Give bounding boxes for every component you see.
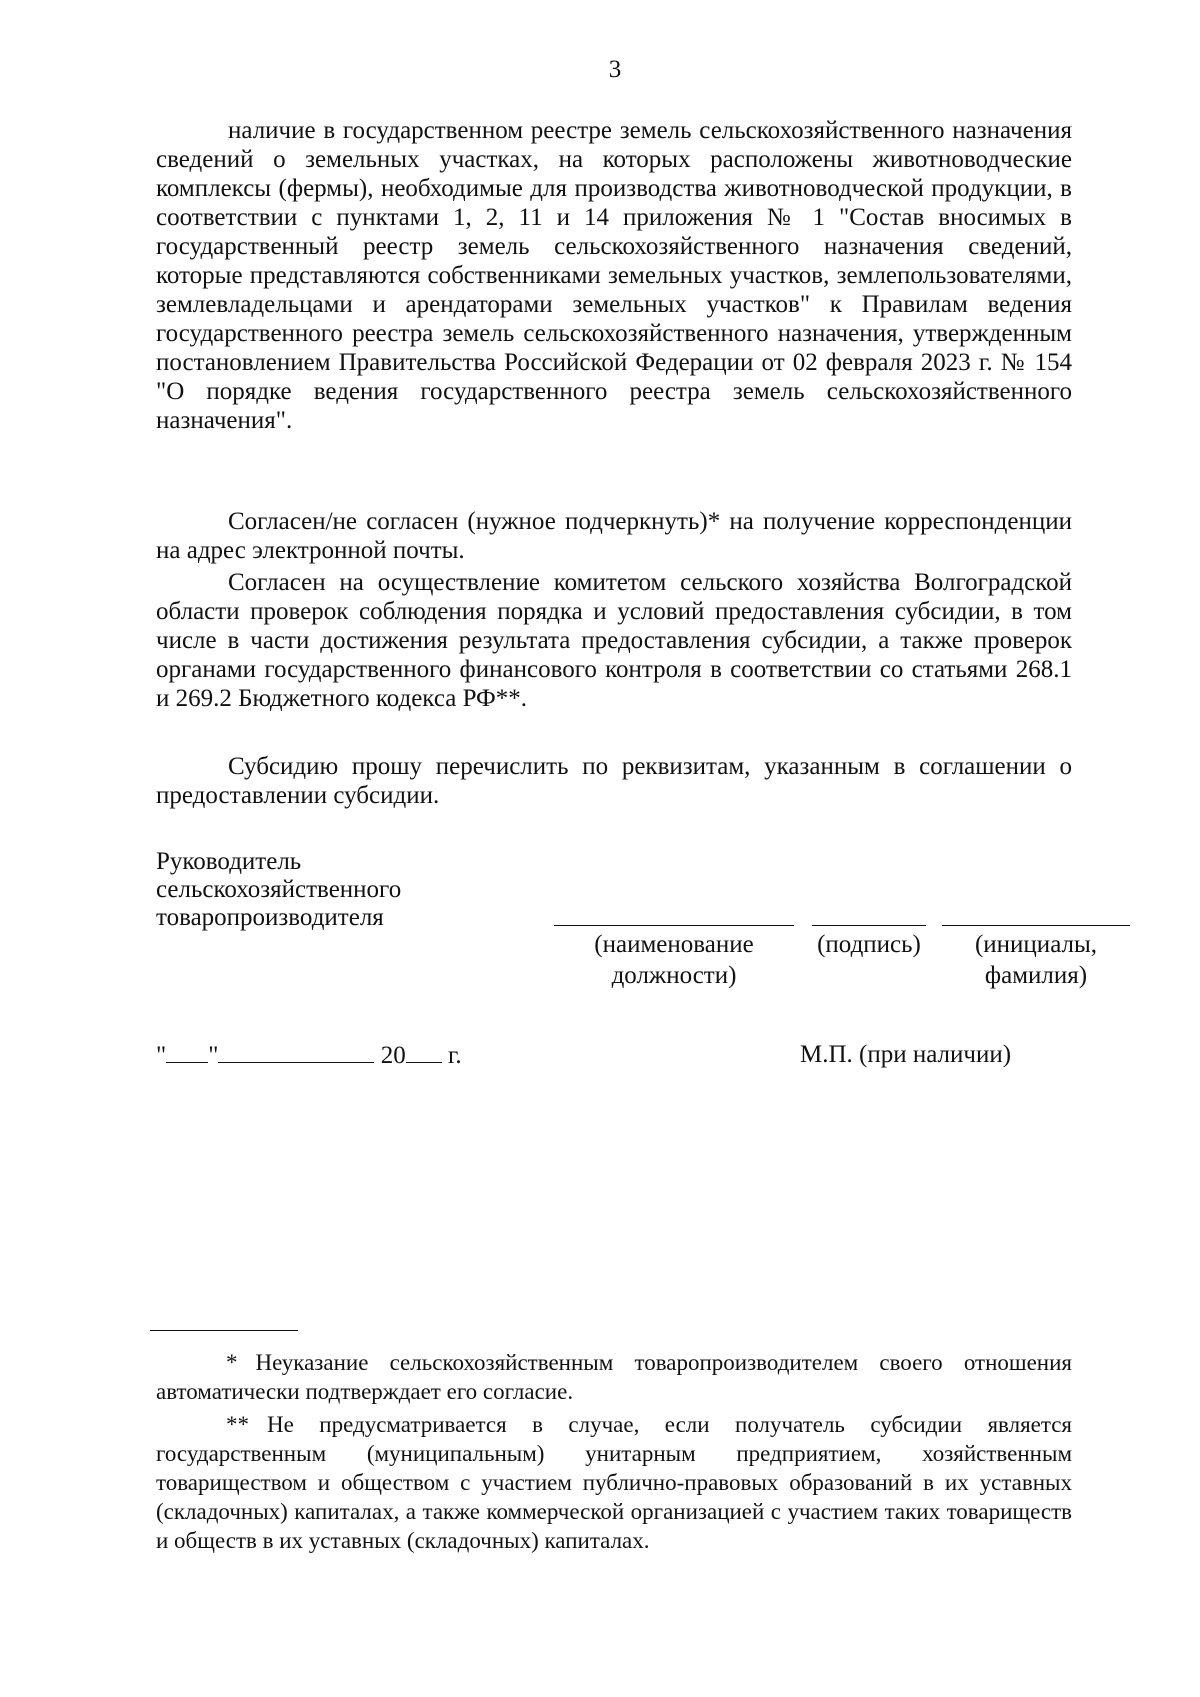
paragraph-email-consent: Согласен/не согласен (нужное подчеркнуть)* на получение корреспонденции на адрес электронной почты.: [156, 508, 1072, 564]
footnote-1: [156, 1348, 1072, 1406]
date-month-blank: [218, 1040, 374, 1063]
date-year-blank: [406, 1040, 442, 1063]
position-field-line: [554, 925, 794, 926]
date-year-prefix: 20: [380, 1042, 406, 1069]
paragraph-registry-info: наличие в государственном реестре земель сельскохозяйственного назначения сведений о земельных участках, на которых расположены животноводческие комплексы (фермы), необходимые для производства животноводческой продукции, в соответствии с пунктами 1, 2, 11 и 14 приложения № 1 "Состав вносимых в государственный реестр земель сельскохозяйственного назначения сведений, которые представляются собственниками земельных участков, землепользователями, землевладельцами и арендаторами земельных участков" к Правилам ведения государственного реестра земель сельскохозяйственного назначения, утвержденным постановлением Правительства Российской Федерации от 02 февраля 2023 г. № 154 "О порядке ведения государственного реестра земель сельскохозяйственного назначения".: [156, 117, 1072, 434]
footnote-separator: [150, 1330, 298, 1331]
name-caption: [942, 929, 1130, 991]
date-close-quote: ": [208, 1042, 219, 1069]
date-year-suffix: г.: [447, 1042, 462, 1069]
footnote-2-mark: **: [226, 1412, 249, 1437]
signer-title-line: сельскохозяйственного: [156, 876, 402, 903]
signer-title-line: Руководитель: [156, 848, 302, 875]
date-open-quote: ": [156, 1042, 167, 1069]
date-field: [156, 1040, 462, 1071]
name-field-line: [942, 925, 1130, 926]
name-caption-line: (инициалы,: [974, 931, 1098, 958]
seal-label: М.П. (при наличии): [800, 1041, 1012, 1068]
date-day-blank: [166, 1040, 208, 1063]
signer-title-line: товаропроизводителя: [156, 904, 384, 931]
footnote-2-text: Не предусматривается в случае, если получатель субсидии является государственным (муниципальным) унитарным предприятием, хозяйственным товариществом и обществом с участием публично-правовых образований в их уставных (складочных) капиталах, а также коммерческой организацией с участием таких товариществ и обществ в их уставных (складочных) капиталах.: [156, 1412, 1072, 1553]
footnote-2: [156, 1410, 1072, 1555]
footnote-1-mark: *: [226, 1350, 238, 1375]
signature-caption: (подпись): [817, 931, 921, 958]
page-number: 3: [608, 56, 622, 83]
position-caption: (наименование должности): [594, 931, 754, 989]
paragraph-inspection-consent: Согласен на осуществление комитетом сельского хозяйства Волгоградской области проверок соблюдения порядка и условий предоставления субсидии, в том числе в части достижения результата предоставления субсидии, а также проверок органами государственного финансового контроля в соответствии со статьями 268.1 и 269.2 Бюджетного кодекса РФ**.: [156, 569, 1072, 712]
signature-field-line: [812, 925, 926, 926]
signer-title: [156, 848, 401, 932]
paragraph-subsidy-transfer: Субсидию прошу перечислить по реквизитам, указанным в соглашении о предоставлении субсидии.: [156, 753, 1072, 809]
footnote-1-text: Неуказание сельскохозяйственным товаропроизводителем своего отношения автоматически подтверждает его согласие.: [156, 1350, 1072, 1404]
name-caption-line: фамилия): [984, 962, 1088, 989]
